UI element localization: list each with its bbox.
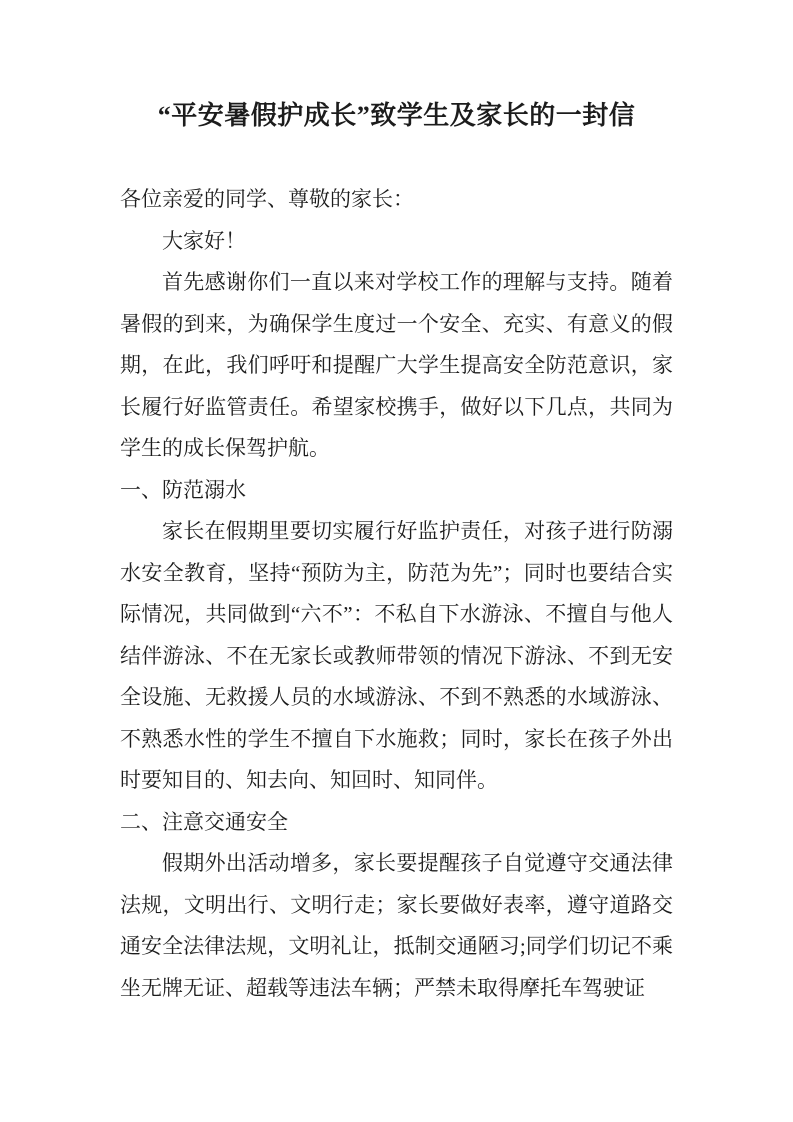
section-heading-drowning-prevention: 一、防范溺水 [120, 477, 246, 502]
document-body [120, 179, 673, 1009]
drowning-prevention-paragraph: 家长在假期里要切实履行好监护责任，对孩子进行防溺水安全教育，坚持“预防为主，防范为先”；同时也要结合实际情况，共同做到“六不”：不私自下水游泳、不擅自与他人结伴游泳、不在无家长或教师带领的情况下游泳、不到无安全设施、无救援人员的水域游泳、不到不熟悉的水域游泳、不熟悉水性的学生不擅自下水施救；同时，家长在孩子外出时要知目的、知去向、知回时、知同伴。 [120, 519, 673, 792]
traffic-safety-paragraph: 假期外出活动增多，家长要提醒孩子自觉遵守交通法律法规，文明出行、文明行走；家长要做好表率，遵守道路交通安全法律法规，文明礼让，抵制交通陋习;同学们切记不乘坐无牌无证、超载等违法车辆；严禁未取得摩托车驾驶证 [120, 851, 673, 1000]
section-heading-traffic-safety: 二、注意交通安全 [120, 809, 288, 834]
document-title: “平安暑假护成长”致学生及家长的一封信 [157, 101, 636, 130]
intro-paragraph: 首先感谢你们一直以来对学校工作的理解与支持。随着暑假的到来，为确保学生度过一个安全、充实、有意义的假期，在此，我们呼吁和提醒广大学生提高安全防范意识，家长履行好监管责任。希望家校携手，做好以下几点，共同为学生的成长保驾护航。 [120, 270, 673, 460]
greeting-paragraph: 大家好！ [162, 228, 246, 253]
salutation-line: 各位亲爱的同学、尊敬的家长： [120, 187, 414, 211]
